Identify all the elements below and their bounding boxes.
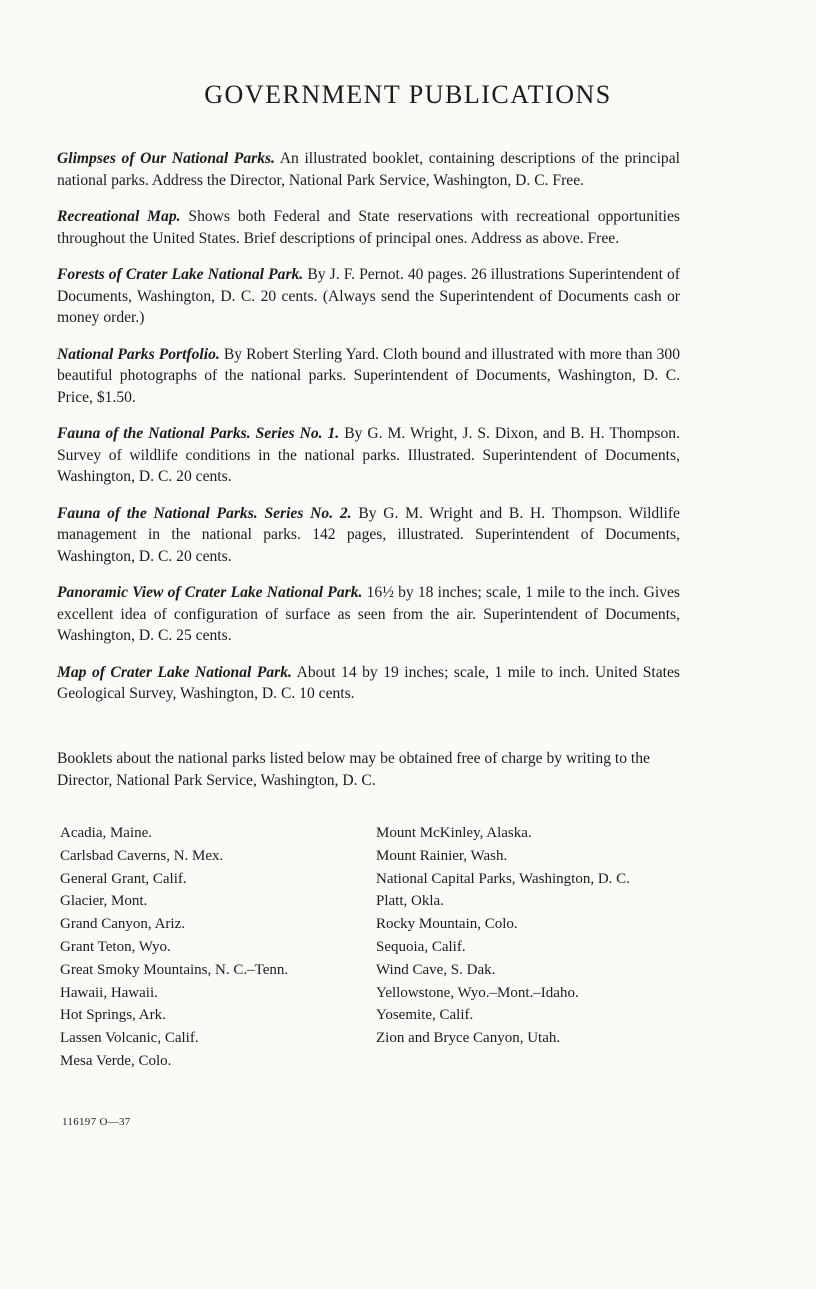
publication-description: 16½ by 18 inches; scale, 1 mile to the inch. Gives excellent idea of configuration of surface as seen from the air. Superintendent of Documents, Washington, D. C. 25 cents.	[57, 584, 681, 644]
publication-title: Map of Crater Lake National Park.	[57, 663, 292, 681]
publication-title: Forests of Crater Lake National Park.	[57, 266, 304, 283]
publication-description: By J. F. Pernot. 40 pages. 26 illustrations Superintendent of Documents, Washington, D. C. 20 cents. (Always send the Superintendent of Documents cash or money order.)	[57, 266, 680, 326]
publication-title: Glimpses of Our National Parks.	[57, 150, 275, 167]
publication-description: An illustrated booklet, containing descriptions of the principal national parks. Address the Director, National Park Service, Washington, D. C. Free.	[57, 150, 680, 189]
publication-entry	[57, 264, 680, 329]
publication-entry	[57, 148, 680, 191]
publication-description: By Robert Sterling Yard. Cloth bound and illustrated with more than 300 beautiful photographs of the national parks. Superintendent of Documents, Washington, D. C. Price, $1.50.	[57, 345, 680, 406]
publication-entry	[57, 206, 680, 249]
park-item: Grand Canyon, Ariz.	[60, 916, 185, 933]
publication-entry	[57, 582, 680, 647]
park-item: Mesa Verde, Colo.	[60, 1052, 172, 1069]
park-item: Glacier, Mont.	[60, 893, 148, 910]
publication-description: By G. M. Wright and B. H. Thompson. Wildlife management in the national parks. 142 pages, illustrated. Superintendent of Documents, Washington, D. C. 20 cents.	[57, 504, 680, 565]
park-item: Lassen Volcanic, Calif.	[60, 1030, 199, 1047]
park-item: Acadia, Maine.	[60, 825, 153, 841]
publication-title: Fauna of the National Parks. Series No. 2.	[57, 504, 352, 522]
park-item: Rocky Mountain, Colo.	[376, 916, 518, 933]
park-item: National Capital Parks, Washington, D. C.	[376, 870, 630, 887]
parks-list-right	[376, 822, 676, 1050]
park-item: Carlsbad Caverns, N. Mex.	[60, 847, 224, 864]
publication-description: About 14 by 19 inches; scale, 1 mile to inch. United States Geological Survey, Washington, D. C. 10 cents.	[57, 663, 680, 702]
publication-title: Recreational Map.	[57, 208, 181, 225]
parks-list-left	[60, 822, 360, 1073]
park-item: Mount McKinley, Alaska.	[376, 825, 532, 841]
publication-entry	[57, 344, 680, 409]
publication-entry	[57, 503, 680, 568]
park-item: Wind Cave, S. Dak.	[376, 961, 496, 978]
park-item: General Grant, Calif.	[60, 870, 187, 887]
park-item: Hawaii, Hawaii.	[60, 984, 158, 1001]
park-item: Mount Rainier, Wash.	[376, 847, 508, 864]
print-code: 116197 O—37	[62, 1116, 131, 1128]
park-item: Yellowstone, Wyo.–Mont.–Idaho.	[376, 984, 579, 1001]
publication-entry	[57, 662, 680, 705]
park-item: Hot Springs, Ark.	[60, 1007, 166, 1024]
publication-list	[57, 148, 680, 720]
park-item: Yosemite, Calif.	[376, 1007, 474, 1024]
park-item: Grant Teton, Wyo.	[60, 938, 171, 955]
publication-description: Shows both Federal and State reservations with recreational opportunities throughout the United States. Brief descriptions of principal ones. Address as above. Free.	[57, 208, 680, 247]
publication-title: Panoramic View of Crater Lake National Park.	[57, 584, 363, 601]
publication-title: National Parks Portfolio.	[57, 345, 220, 363]
page-title: GOVERNMENT PUBLICATIONS	[204, 80, 612, 109]
booklets-intro: Booklets about the national parks listed below may be obtained free of charge by writing to the Director, National Park Service, Washington, D. C.	[57, 750, 650, 789]
publication-description: By G. M. Wright, J. S. Dixon, and B. H. Thompson. Survey of wildlife conditions in the national parks. Illustrated. Superintendent of Documents, Washington, D. C. 20 cents.	[57, 425, 680, 485]
park-item: Great Smoky Mountains, N. C.–Tenn.	[60, 961, 289, 978]
park-item: Sequoia, Calif.	[376, 938, 466, 955]
park-item: Zion and Bryce Canyon, Utah.	[376, 1030, 561, 1047]
park-item: Platt, Okla.	[376, 893, 444, 910]
publication-entry	[57, 423, 680, 488]
publication-title: Fauna of the National Parks. Series No. 1.	[57, 425, 340, 442]
